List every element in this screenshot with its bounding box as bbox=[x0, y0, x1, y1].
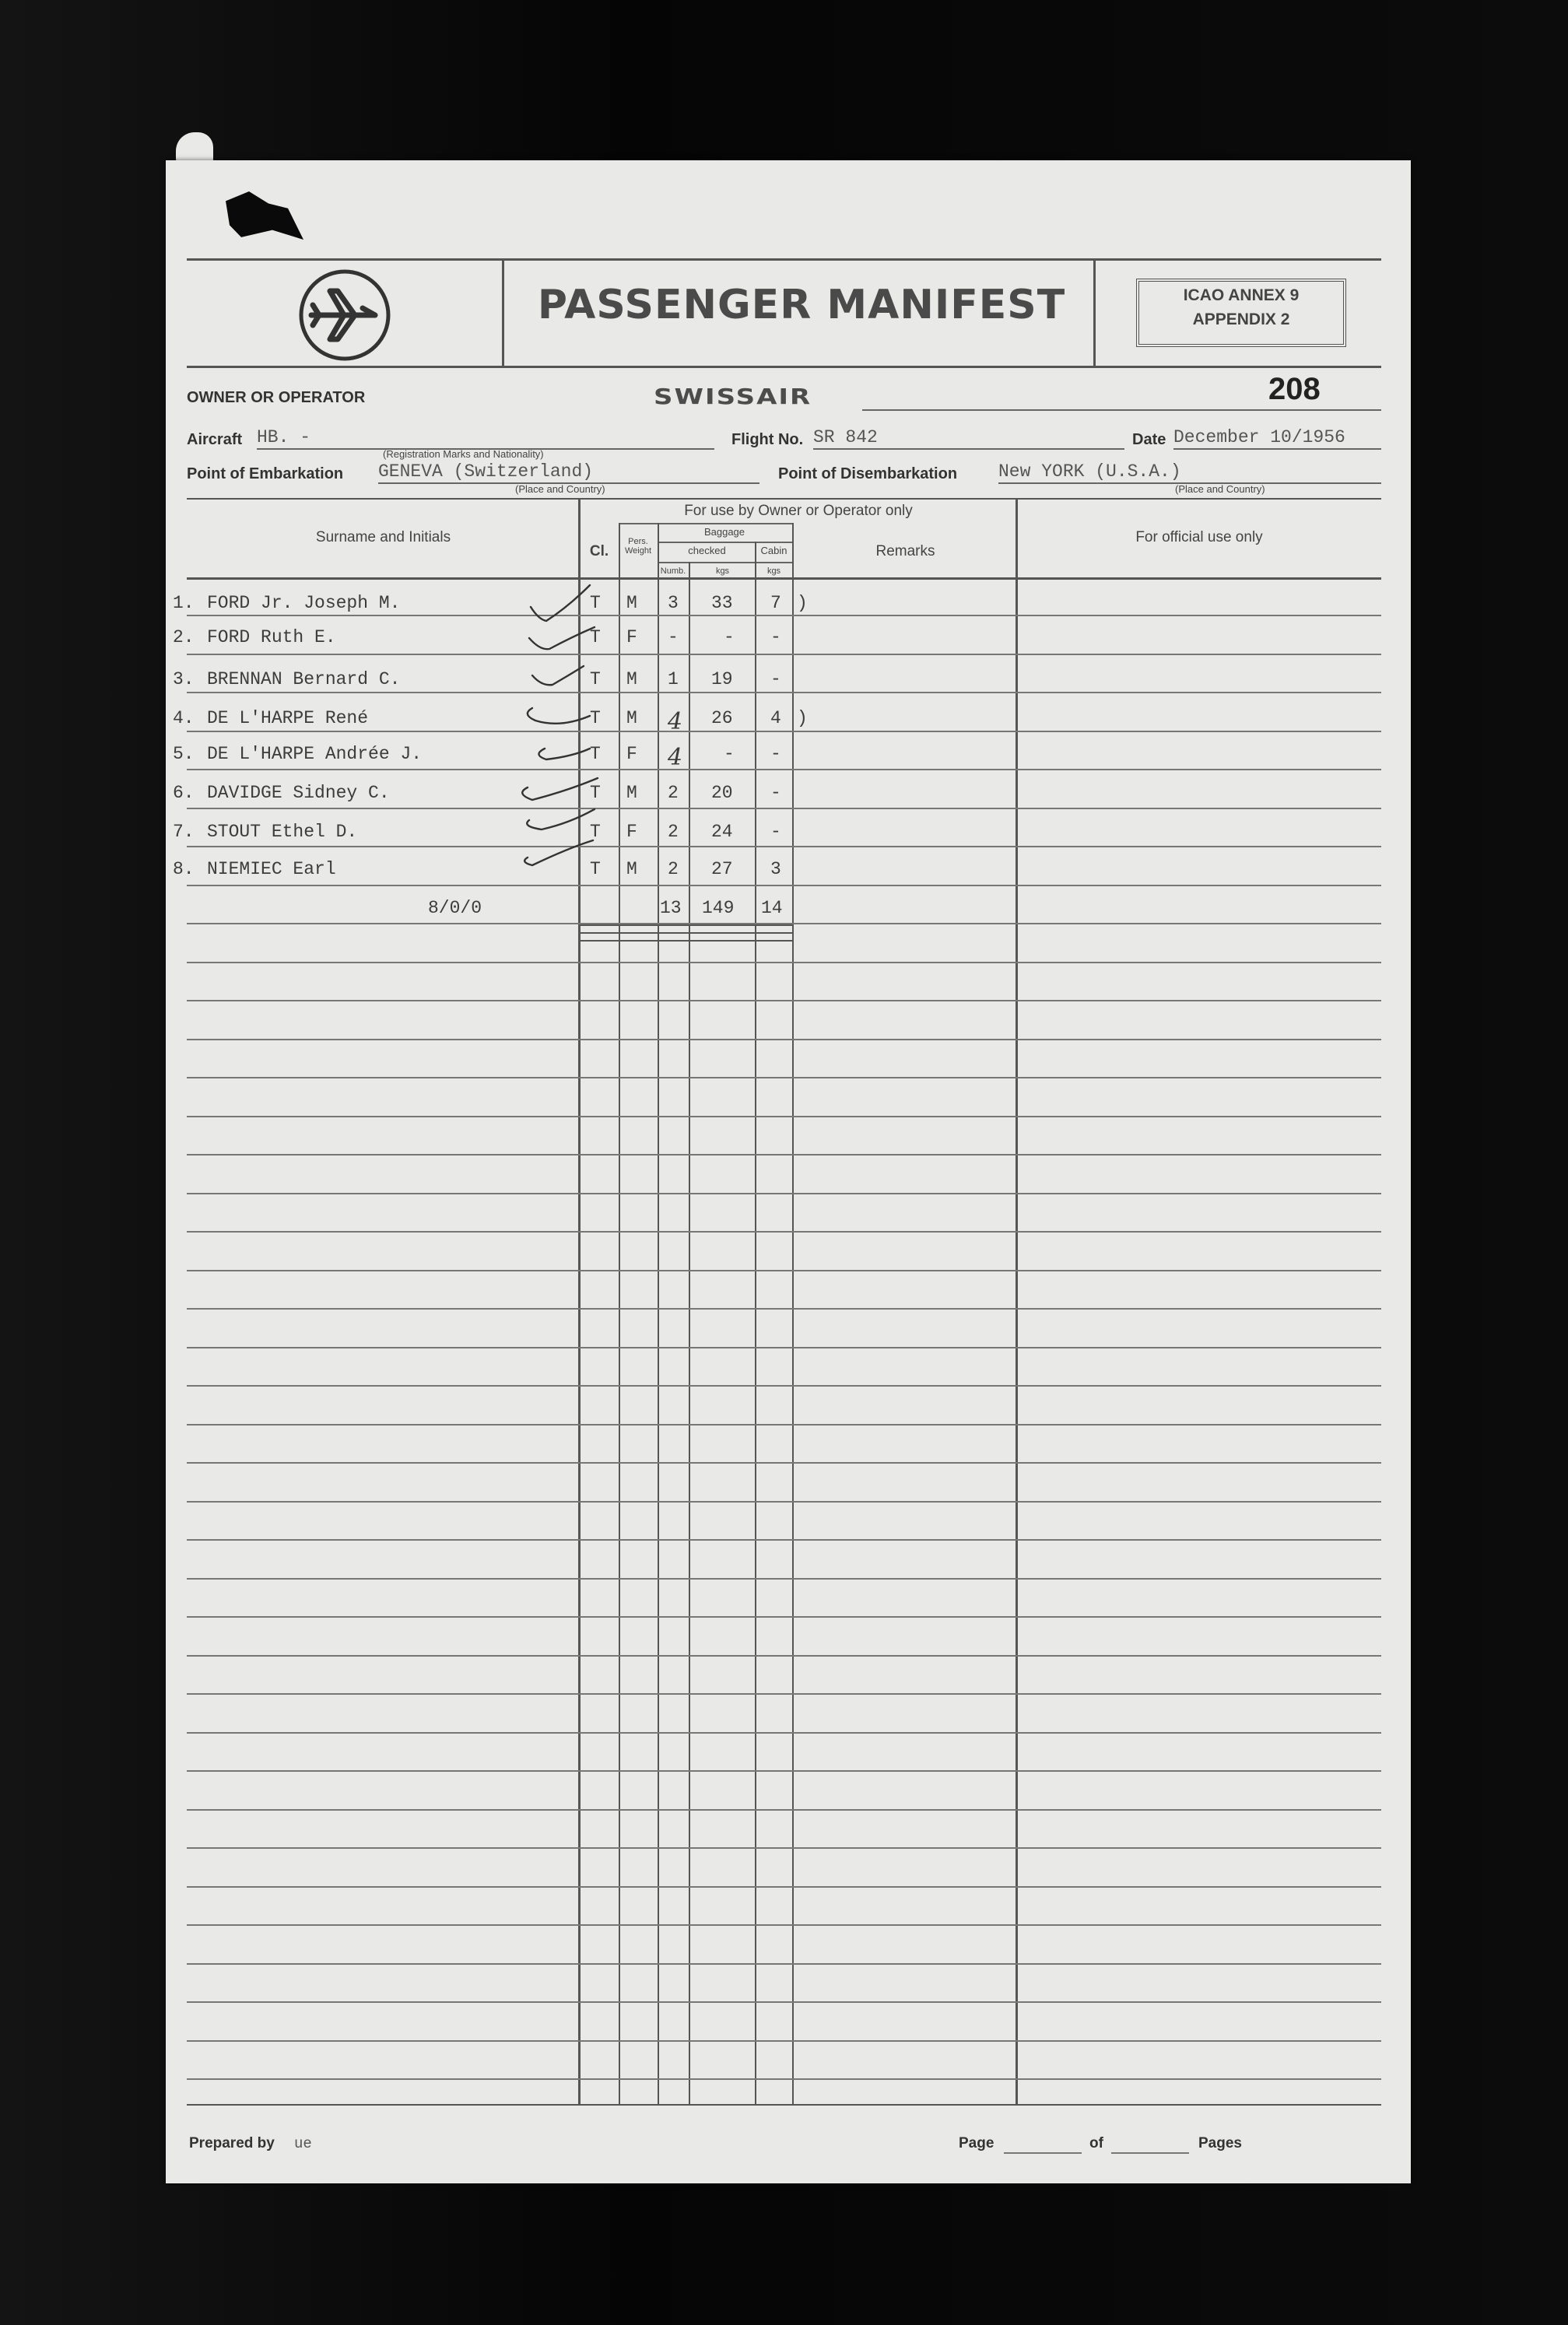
cabin-kgs-header: kgs bbox=[766, 566, 781, 576]
class-cell: T bbox=[590, 593, 601, 613]
baggage-cabin-cell: - bbox=[770, 669, 781, 689]
aircraft-field: HB. - bbox=[257, 428, 714, 450]
pers-weight-cell: M bbox=[626, 669, 637, 689]
ruled-line bbox=[187, 1847, 1381, 1849]
row-number: 1. bbox=[173, 593, 195, 613]
numb-header: Numb. bbox=[660, 566, 686, 576]
class-header: Cl. bbox=[589, 543, 609, 559]
baggage-rule bbox=[658, 542, 794, 543]
row-number: 8. bbox=[173, 859, 195, 879]
owner-use-header: For use by Owner or Operator only bbox=[684, 503, 913, 519]
check-mark-icon bbox=[532, 666, 584, 685]
embarkation-field: GENEVA (Switzerland) bbox=[378, 462, 759, 484]
table-row bbox=[0, 859, 1568, 890]
prepared-by-label: Prepared by bbox=[189, 2135, 275, 2151]
baggage-checked-cell: 19 bbox=[711, 669, 733, 689]
disembarkation-field: New YORK (U.S.A.) bbox=[998, 462, 1381, 484]
pers-weight-cell: M bbox=[626, 708, 637, 728]
baggage-cabin-cell: 4 bbox=[770, 708, 781, 728]
reference-number: 208 bbox=[1268, 372, 1321, 406]
class-cell: T bbox=[590, 708, 601, 728]
ruled-line bbox=[187, 1039, 1381, 1040]
surname-header: Surname and Initials bbox=[315, 529, 451, 545]
ruled-line bbox=[187, 2040, 1381, 2042]
ruled-line bbox=[187, 2078, 1381, 2080]
checked-header: checked bbox=[688, 545, 726, 556]
check-mark-icon bbox=[522, 778, 598, 800]
check-mark-icon bbox=[531, 585, 590, 621]
icao-annex-box bbox=[1136, 279, 1346, 347]
page-number-line bbox=[1004, 2152, 1082, 2154]
ruled-line bbox=[187, 1462, 1381, 1464]
baggage-numb-cell: 2 bbox=[668, 822, 679, 842]
totals-rule bbox=[580, 932, 794, 934]
owner-use-rule bbox=[620, 523, 794, 524]
date-field: December 10/1956 bbox=[1173, 428, 1381, 450]
bracket-mark: ) bbox=[797, 708, 808, 728]
date-label: Date bbox=[1132, 431, 1166, 448]
ruled-line bbox=[187, 1116, 1381, 1117]
ruled-line bbox=[187, 1308, 1381, 1310]
flight-no-label: Flight No. bbox=[731, 431, 804, 448]
ruled-line bbox=[187, 2001, 1381, 2003]
header-bottom-rule bbox=[187, 366, 1381, 368]
ruled-line bbox=[187, 1655, 1381, 1657]
flight-no-field: SR 842 bbox=[813, 428, 1124, 450]
class-cell: T bbox=[590, 822, 601, 842]
table-row bbox=[0, 593, 1568, 624]
icao-appendix-line: APPENDIX 2 bbox=[1192, 310, 1290, 328]
ruled-line bbox=[187, 1077, 1381, 1078]
pers-weight-cell: M bbox=[626, 783, 637, 803]
pers-weight-cell: M bbox=[626, 859, 637, 879]
passenger-name: BRENNAN Bernard C. bbox=[207, 669, 401, 689]
col-line-5 bbox=[755, 542, 756, 2106]
checked-kgs-header: kgs bbox=[715, 566, 730, 576]
passenger-name: FORD Jr. Joseph M. bbox=[207, 593, 401, 613]
baggage-numb-cell: 2 bbox=[668, 859, 679, 879]
total-cabin: 14 bbox=[761, 898, 783, 918]
passenger-name: DAVIDGE Sidney C. bbox=[207, 783, 390, 803]
remarks-header: Remarks bbox=[875, 543, 935, 559]
ruled-line bbox=[187, 1154, 1381, 1155]
ruled-line bbox=[187, 1963, 1381, 1965]
row-number: 4. bbox=[173, 708, 195, 728]
class-cell: T bbox=[590, 627, 601, 647]
embarkation-caption: (Place and Country) bbox=[515, 483, 605, 495]
class-cell: T bbox=[590, 783, 601, 803]
passenger-name: FORD Ruth E. bbox=[207, 627, 336, 647]
ruled-line bbox=[187, 962, 1381, 963]
registration-caption: (Registration Marks and Nationality) bbox=[383, 448, 544, 460]
page-title: PASSENGER MANIFEST bbox=[537, 282, 1066, 328]
baggage-cabin-cell: - bbox=[770, 744, 781, 764]
aircraft-label: Aircraft bbox=[187, 431, 243, 448]
baggage-cabin-cell: 7 bbox=[770, 593, 781, 613]
pers-weight-cell: F bbox=[626, 744, 637, 764]
disembarkation-label: Point of Disembarkation bbox=[778, 465, 958, 482]
of-label: of bbox=[1089, 2135, 1103, 2151]
total-checked: 149 bbox=[702, 898, 735, 918]
check-mark-icon bbox=[529, 627, 595, 649]
table-top-rule bbox=[187, 498, 1381, 500]
passenger-name: DE L'HARPE René bbox=[207, 708, 369, 728]
passenger-name: STOUT Ethel D. bbox=[207, 822, 358, 842]
passenger-count: 8/0/0 bbox=[428, 898, 482, 918]
check-mark-icon bbox=[528, 708, 590, 724]
prepared-by-value: ue bbox=[294, 2135, 312, 2152]
ruled-line bbox=[187, 1809, 1381, 1811]
baggage-header: Baggage bbox=[703, 526, 745, 538]
header-divider-left bbox=[502, 258, 504, 367]
baggage-numb-cell: - bbox=[668, 627, 679, 647]
baggage-cabin-cell: 3 bbox=[770, 859, 781, 879]
table-row bbox=[0, 669, 1568, 700]
ruled-line bbox=[187, 1693, 1381, 1695]
cabin-header: Cabin bbox=[760, 545, 788, 556]
class-cell: T bbox=[590, 669, 601, 689]
page-count-line bbox=[1111, 2152, 1189, 2154]
icao-annex-line: ICAO ANNEX 9 bbox=[1183, 286, 1300, 304]
totals-row bbox=[0, 898, 1568, 929]
table-row bbox=[0, 822, 1568, 853]
page-label: Page bbox=[959, 2135, 994, 2151]
passenger-name: NIEMIEC Earl bbox=[207, 859, 336, 879]
ruled-line bbox=[187, 1424, 1381, 1426]
baggage-checked-cell: 33 bbox=[711, 593, 733, 613]
ruled-line bbox=[187, 1347, 1381, 1348]
passenger-name: DE L'HARPE Andrée J. bbox=[207, 744, 423, 764]
operator-name: SWISSAIR bbox=[654, 384, 812, 409]
class-cell: T bbox=[590, 744, 601, 764]
pers-weight-cell: M bbox=[626, 593, 637, 613]
baggage-checked-cell: - bbox=[724, 744, 735, 764]
pers-weight-cell: F bbox=[626, 822, 637, 842]
pers-weight-cell: F bbox=[626, 627, 637, 647]
pers-weight-header: Pers. Weight bbox=[624, 537, 652, 556]
baggage-numb-cell: 3 bbox=[668, 593, 679, 613]
table-row bbox=[0, 627, 1568, 658]
baggage-checked-cell: - bbox=[724, 627, 735, 647]
baggage-cabin-cell: - bbox=[770, 627, 781, 647]
baggage-numb-cell: 1 bbox=[668, 669, 679, 689]
row-number: 7. bbox=[173, 822, 195, 842]
baggage-checked-cell: 24 bbox=[711, 822, 733, 842]
ruled-line bbox=[187, 1770, 1381, 1772]
ruled-line bbox=[187, 1616, 1381, 1618]
embarkation-label: Point of Embarkation bbox=[187, 465, 344, 482]
ruled-line bbox=[187, 1231, 1381, 1233]
header-bottom-line bbox=[187, 577, 1381, 580]
baggage-cabin-cell: - bbox=[770, 783, 781, 803]
baggage-numb-cell: 4 bbox=[668, 744, 683, 771]
ruled-line bbox=[187, 1578, 1381, 1580]
baggage-numb-cell: 4 bbox=[668, 708, 683, 735]
baggage-checked-cell: 20 bbox=[711, 783, 733, 803]
check-mark-icon bbox=[527, 809, 595, 829]
ruled-line bbox=[187, 1539, 1381, 1541]
total-numb: 13 bbox=[660, 898, 682, 918]
check-mark-icon bbox=[524, 840, 593, 865]
table-row bbox=[0, 783, 1568, 814]
baggage-numb-cell: 2 bbox=[668, 783, 679, 803]
check-mark-icon bbox=[538, 749, 590, 759]
bracket-mark: ) bbox=[797, 593, 808, 613]
row-number: 5. bbox=[173, 744, 195, 764]
ruled-line bbox=[187, 1000, 1381, 1001]
baggage-checked-cell: 27 bbox=[711, 859, 733, 879]
table-bottom-rule bbox=[187, 2104, 1381, 2106]
ruled-line bbox=[187, 1924, 1381, 1926]
class-cell: T bbox=[590, 859, 601, 879]
official-use-header: For official use only bbox=[1135, 529, 1263, 545]
header-top-rule bbox=[187, 258, 1381, 261]
check-marks bbox=[498, 576, 607, 887]
row-number: 2. bbox=[173, 627, 195, 647]
ruled-line bbox=[187, 1385, 1381, 1387]
table-row bbox=[0, 708, 1568, 739]
ruled-line bbox=[187, 1501, 1381, 1503]
baggage-checked-cell: 26 bbox=[711, 708, 733, 728]
disembarkation-caption: (Place and Country) bbox=[1175, 483, 1265, 495]
totals-rule bbox=[580, 940, 794, 942]
row-number: 3. bbox=[173, 669, 195, 689]
ruled-line bbox=[187, 1270, 1381, 1271]
pages-label: Pages bbox=[1198, 2135, 1242, 2151]
checked-rule bbox=[658, 562, 794, 563]
ruled-line bbox=[187, 1193, 1381, 1194]
table-row bbox=[0, 744, 1568, 775]
ruled-line bbox=[187, 1732, 1381, 1734]
row-number: 6. bbox=[173, 783, 195, 803]
baggage-cabin-cell: - bbox=[770, 822, 781, 842]
ruled-line bbox=[187, 1886, 1381, 1888]
owner-label: OWNER OR OPERATOR bbox=[187, 389, 366, 406]
airplane-logo-icon bbox=[297, 268, 392, 363]
